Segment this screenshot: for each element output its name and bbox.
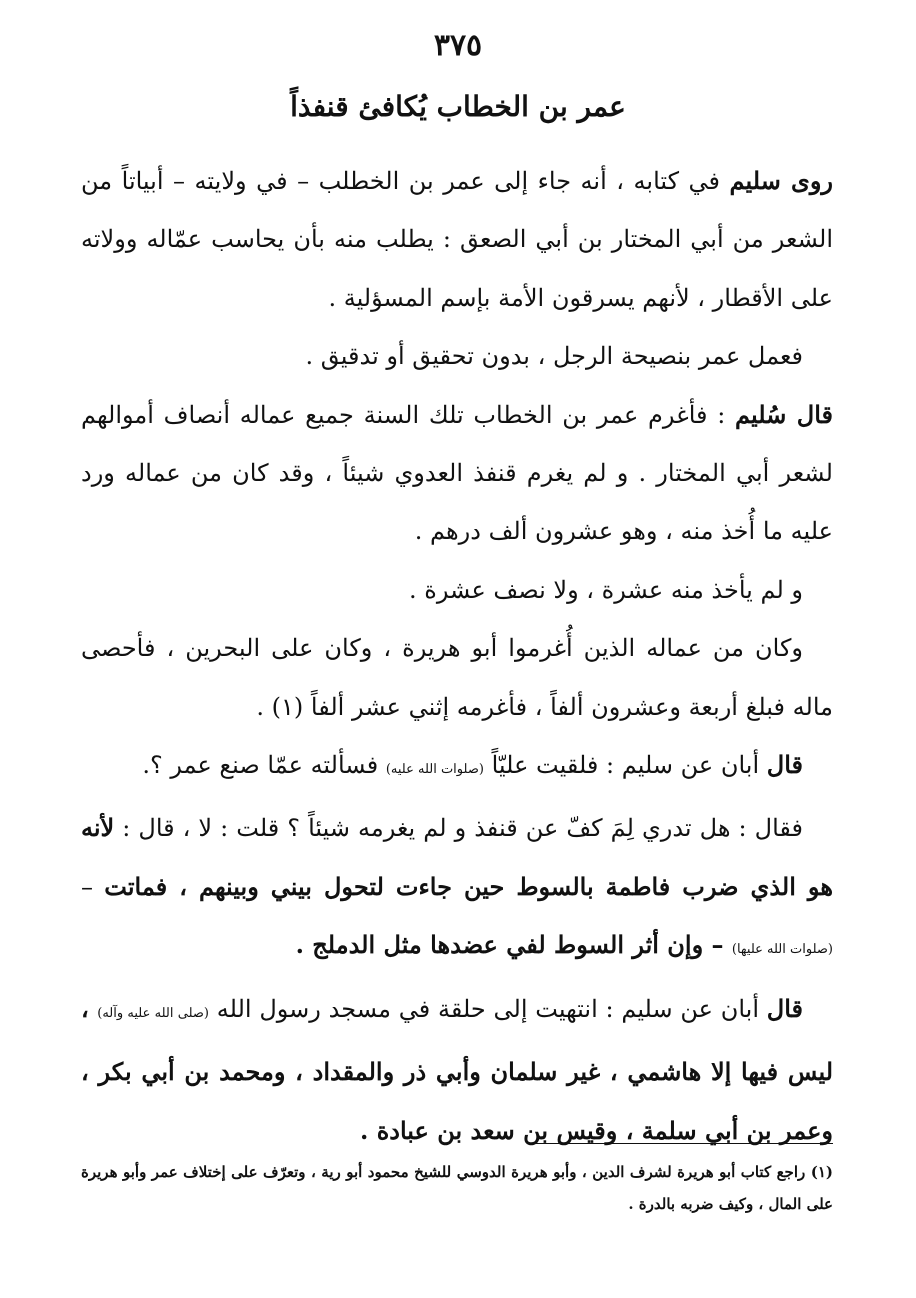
footnote-marker: (١)	[810, 1163, 833, 1181]
quoted-text: لأنه هو الذي ضرب فاطمة بالسوط حين جاءت لتحول بيني وبينهم ، فماتت	[81, 813, 833, 901]
paragraph-text: فسألته عمّا صنع عمر ؟.	[142, 751, 386, 780]
paragraph-lead: روى سليم	[729, 166, 834, 195]
quoted-text: – وإن أثر السوط لفي عضدها مثل الدملج .	[295, 930, 732, 960]
honorific: (صلوات الله عليه)	[385, 762, 484, 778]
paragraph-7	[81, 799, 833, 979]
paragraph-lead: قال سُليم	[735, 399, 833, 429]
paragraph-text: أبان عن سليم : انتهيت إلى حلقة في مسجد رسول الله	[209, 994, 767, 1023]
footnote-text: راجع كتاب أبو هريرة لشرف الدين ، وأبو هريرة الدوسي للشيخ محمود أبو رية ، وتعرّف على إختلاف عمر وأبو هريرة على المال ، وكيف ضربه بالدرة .	[81, 1163, 833, 1213]
honorific: (صلوات الله عليها)	[731, 942, 833, 958]
page-title: عمر بن الخطاب يُكافئ قنفذاً	[290, 90, 626, 123]
paragraph-4: و لم يأخذ منه عشرة ، ولا نصف عشرة .	[408, 575, 803, 604]
paragraph-text: فقال : هل تدري لِمَ كفّ عن قنفذ و لم يغرمه شيئاً ؟ قلت : لا ، قال :	[114, 814, 803, 843]
paragraph-5	[81, 619, 833, 736]
footnote-1	[81, 1156, 833, 1220]
paragraph-6	[81, 736, 833, 799]
honorific: (صلى الله عليه وآله)	[97, 1005, 209, 1021]
footnotes	[81, 1156, 833, 1220]
paragraph-text: في كتابه ، أنه جاء إلى عمر بن الخطلب – في ولايته – أبياتاً من الشعر من أبي المختار بن أبي الصعق : يطلب منه بأن يحاسب عمّاله وولاته على الأقطار ، لأنهم يسرقون الأمة بإسم المسؤلية .	[81, 167, 833, 312]
paragraph-2: فعمل عمر بنصيحة الرجل ، بدون تحقيق أو تدقيق .	[305, 342, 803, 371]
paragraph-text: ، ليس فيها إلا هاشمي ، غير سلمان وأبي ذر والمقداد ، ومحمد بن أبي بكر ، وعمر بن أبي سلمة ، وقيس بن سعد بن عبادة .	[81, 993, 834, 1145]
paragraph-8	[81, 980, 833, 1160]
paragraph-text: أبان عن سليم : فلقيت عليّاً	[483, 751, 767, 780]
paragraph-3	[81, 386, 833, 561]
paragraph-1	[81, 152, 833, 327]
paragraph-end: .	[256, 692, 272, 721]
paragraph-text: –	[81, 872, 105, 901]
paragraph-lead: قال	[766, 993, 804, 1023]
paragraph-lead: قال	[766, 750, 803, 780]
paragraph-text: وكان من عماله الذين أُغرموا أبو هريرة ، وكان على البحرين ، فأحصى ماله فبلغ أربعة وعشرون ألفاً ، فأغرمه إثني عشر ألفاً	[81, 634, 833, 721]
footnote-divider	[528, 1143, 833, 1144]
body-text	[81, 152, 833, 1160]
page-number: ٣٧٥	[433, 28, 483, 63]
footnote-reference: (١)	[271, 692, 304, 721]
paragraph-text: : فأغرم عمر بن الخطاب تلك السنة جميع عماله أنصاف أموالهم لشعر أبي المختار . و لم يغرم قنفذ العدوي شيئاً ، وقد كان من عماله ورد عليه ما أُخذ منه ، وهو عشرون ألف درهم .	[81, 400, 833, 546]
